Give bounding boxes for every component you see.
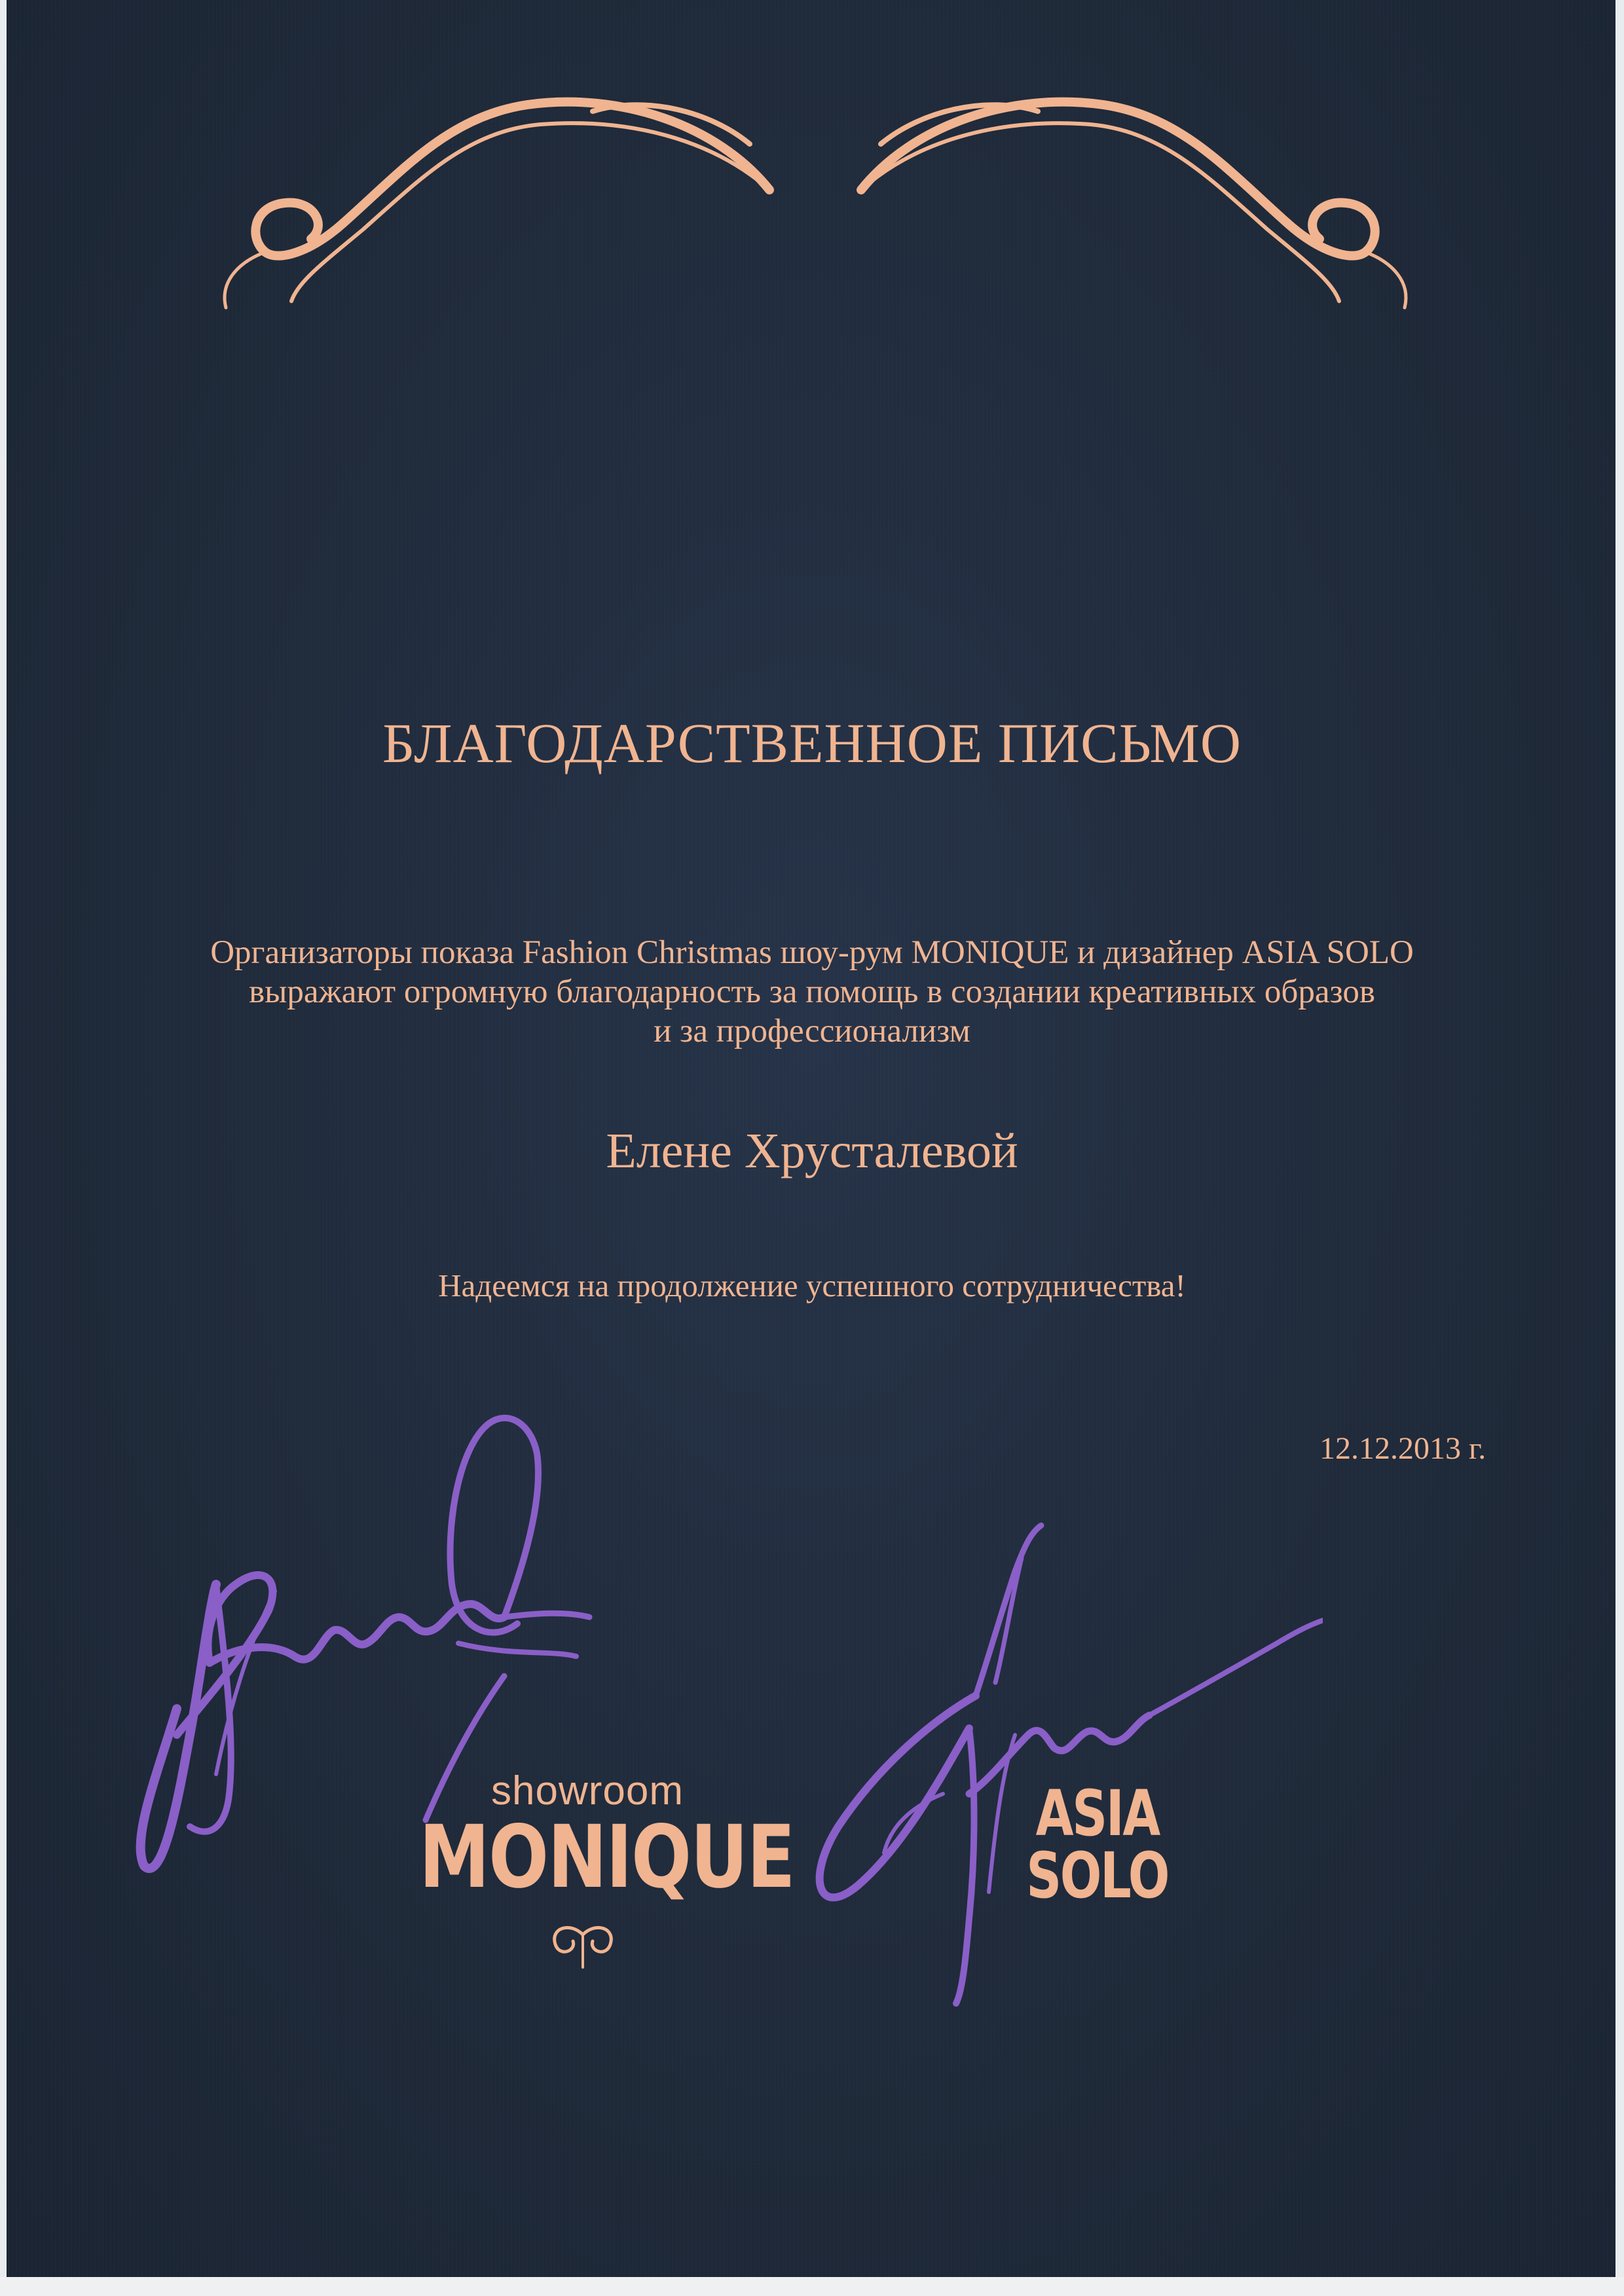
signature-right-icon	[779, 1486, 1323, 2010]
monique-logo-main-text: MONIQUE	[419, 1807, 794, 1908]
letter-title: БЛАГОДАРСТВЕННОЕ ПИСЬМО	[382, 712, 1242, 774]
asia-solo-logo-line2: SOLO	[1026, 1839, 1169, 1912]
signature-left-icon	[118, 1368, 629, 1892]
monique-logo-top-text: showroom	[491, 1768, 684, 1813]
letter-date: 12.12.2013 г.	[1320, 1431, 1486, 1466]
body-line: и за профессионализм	[654, 1013, 970, 1049]
flourish-left-icon	[187, 65, 796, 327]
asia-solo-logo-line1: ASIA	[1035, 1777, 1159, 1850]
flourish-right-icon	[835, 65, 1444, 327]
monique-ornament-icon	[544, 1922, 622, 1974]
body-line: выражают огромную благодарность за помощь в создании креативных образов	[249, 974, 1375, 1010]
letter-body	[0, 933, 1624, 1051]
scan-edge-bottom	[0, 2277, 1624, 2296]
recipient-name: Елене Хрусталевой	[606, 1123, 1018, 1178]
body-line: Организаторы показа Fashion Christmas шоу-рум MONIQUE и дизайнер ASIA SOLO	[210, 934, 1414, 971]
closing-line: Надеемся на продолжение успешного сотрудничества!	[438, 1267, 1186, 1303]
